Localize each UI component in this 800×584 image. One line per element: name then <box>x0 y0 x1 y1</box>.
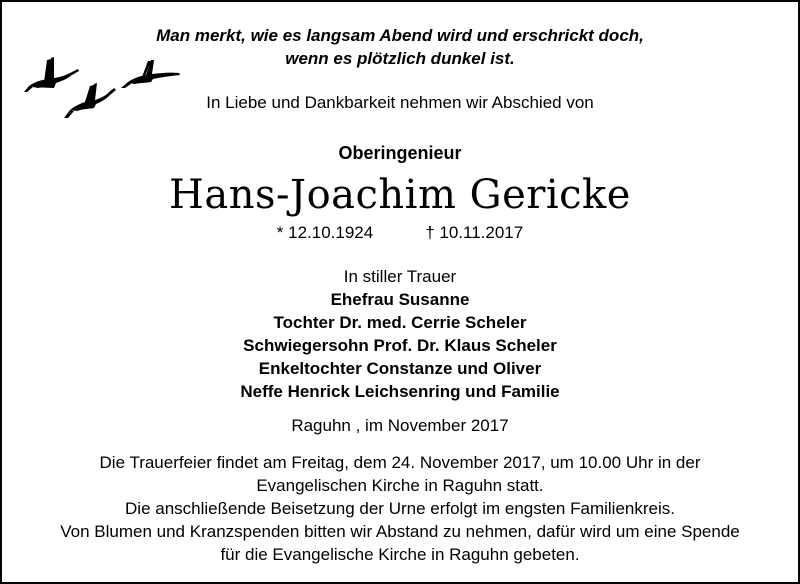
death-date: † 10.11.2017 <box>425 223 524 242</box>
donation-info-line: Von Blumen und Kranzspenden bitten wir Abstand zu nehmen, dafür wird um eine Spende <box>60 522 740 541</box>
deceased-title: Oberingenieur <box>338 143 462 163</box>
bird-icon <box>24 57 79 92</box>
mourner-line: Enkeltochter Constanze und Oliver <box>258 359 542 378</box>
deceased-name: Hans-Joachim Gericke <box>169 172 631 218</box>
mourner-line: Schwiegersohn Prof. Dr. Klaus Scheler <box>243 336 557 355</box>
intro-text: In Liebe und Dankbarkeit nehmen wir Abschied von <box>206 93 594 112</box>
mourner-line: Tochter Dr. med. Cerrie Scheler <box>273 313 527 332</box>
burial-info-line: Die anschließende Beisetzung der Urne erfolgt im engsten Familienkreis. <box>125 499 675 518</box>
life-dates <box>2 223 798 243</box>
birth-date: * 12.10.1924 <box>276 223 374 242</box>
bird-icon <box>121 60 180 88</box>
motto-line-1: Man merkt, wie es langsam Abend wird und erschrickt doch, <box>156 26 644 45</box>
mourning-intro: In stiller Trauer <box>343 267 457 286</box>
ceremony-info-line: Evangelischen Kirche in Raguhn statt. <box>256 476 544 495</box>
mourner-line: Neffe Henrick Leichsenring und Familie <box>240 382 560 401</box>
mourner-line: Ehefrau Susanne <box>330 290 470 309</box>
ceremony-info-line: Die Trauerfeier findet am Freitag, dem 24. November 2017, um 10.00 Uhr in der <box>99 453 701 472</box>
donation-info-line: für die Evangelische Kirche in Raguhn gebeten. <box>220 545 580 564</box>
place-and-date: Raguhn , im November 2017 <box>291 416 509 435</box>
motto-line-2: wenn es plötzlich dunkel ist. <box>285 49 515 68</box>
